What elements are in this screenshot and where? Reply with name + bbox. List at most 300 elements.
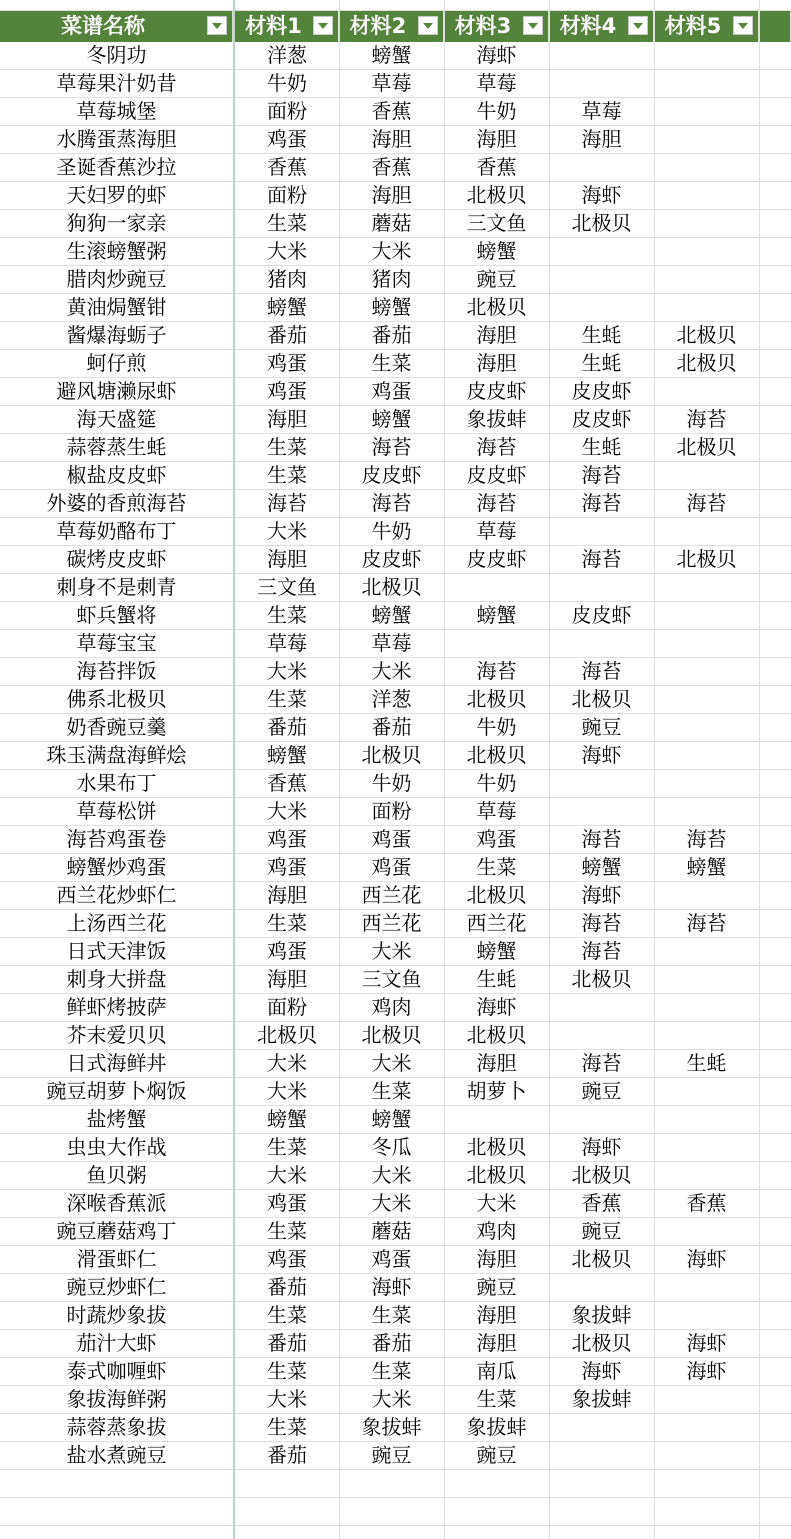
filter-dropdown-icon[interactable] (628, 16, 648, 35)
material-cell[interactable] (654, 798, 759, 825)
material-cell[interactable]: 蘑菇 (371, 211, 412, 235)
material-cell[interactable]: 豌豆 (476, 1275, 517, 1299)
material-cell[interactable]: 海胆 (476, 323, 517, 347)
material-cell[interactable]: 皮皮虾 (361, 547, 422, 571)
filter-dropdown-icon[interactable] (418, 16, 438, 35)
material-cell[interactable]: 大米 (476, 1191, 517, 1215)
material-cell[interactable] (654, 1414, 759, 1441)
material-cell[interactable]: 香蕉 (267, 771, 307, 795)
material-cell[interactable]: 海胆 (476, 127, 517, 151)
recipe-name-cell[interactable]: 草莓果汁奶昔 (56, 71, 177, 95)
material-cell[interactable]: 鸡蛋 (267, 351, 307, 375)
material-cell[interactable]: 大米 (371, 1051, 412, 1075)
material-cell[interactable] (549, 630, 654, 657)
recipe-name-cell[interactable]: 狗狗一家亲 (66, 211, 167, 235)
material-cell[interactable]: 番茄 (267, 1331, 307, 1355)
recipe-name-cell[interactable]: 外婆的香煎海苔 (46, 491, 187, 515)
material-cell[interactable] (654, 182, 759, 209)
material-cell[interactable]: 北极贝 (676, 547, 737, 571)
material-cell[interactable]: 香蕉 (476, 155, 517, 179)
material-cell[interactable]: 海苔 (476, 659, 517, 683)
empty-cell[interactable] (759, 742, 791, 769)
material-cell[interactable]: 北极贝 (361, 743, 422, 767)
material-cell[interactable]: 螃蟹 (267, 295, 307, 319)
material-cell[interactable]: 猪肉 (267, 267, 307, 291)
empty-cell[interactable] (759, 1386, 791, 1413)
material-cell[interactable]: 北极贝 (571, 687, 632, 711)
material-cell[interactable]: 生蚝 (581, 323, 622, 347)
material-cell[interactable]: 洋葱 (267, 43, 307, 67)
material-cell[interactable] (549, 154, 654, 181)
material-cell[interactable]: 生菜 (371, 1303, 412, 1327)
recipe-name-cell[interactable]: 草莓松饼 (76, 799, 157, 823)
material-cell[interactable]: 象拔蚌 (466, 1415, 527, 1439)
material-cell[interactable]: 大米 (267, 1051, 307, 1075)
material-cell[interactable]: 香蕉 (267, 155, 307, 179)
recipe-name-cell[interactable]: 盐烤蟹 (86, 1107, 147, 1131)
recipe-name-cell[interactable]: 珠玉满盘海鲜烩 (46, 743, 187, 767)
material-cell[interactable] (654, 126, 759, 153)
material-cell[interactable] (444, 630, 549, 657)
material-cell[interactable]: 蘑菇 (371, 1219, 412, 1243)
material-cell[interactable]: 海胆 (267, 407, 307, 431)
material-cell[interactable] (654, 574, 759, 601)
empty-cell[interactable] (759, 1358, 791, 1385)
empty-cell[interactable] (759, 434, 791, 461)
material-cell[interactable]: 鸡蛋 (267, 379, 307, 403)
material-cell[interactable]: 北极贝 (571, 967, 632, 991)
material-cell[interactable] (654, 1274, 759, 1301)
material-cell[interactable]: 螃蟹 (267, 1107, 307, 1131)
filter-dropdown-icon[interactable] (207, 16, 227, 35)
material-cell[interactable]: 海苔 (581, 491, 622, 515)
recipe-name-cell[interactable]: 象拔海鲜粥 (66, 1387, 167, 1411)
material-cell[interactable]: 番茄 (267, 1275, 307, 1299)
material-cell[interactable]: 生菜 (267, 1359, 307, 1383)
material-cell[interactable] (549, 70, 654, 97)
material-cell[interactable] (654, 98, 759, 125)
material-cell[interactable]: 海虾 (371, 1275, 412, 1299)
recipe-name-cell[interactable]: 蚵仔煎 (86, 351, 147, 375)
material-cell[interactable] (549, 1274, 654, 1301)
empty-cell[interactable] (759, 658, 791, 685)
material-cell[interactable] (549, 1022, 654, 1049)
material-cell[interactable]: 生菜 (267, 463, 307, 487)
material-cell[interactable]: 面粉 (267, 99, 307, 123)
recipe-name-cell[interactable]: 天妇罗的虾 (66, 183, 167, 207)
recipe-name-cell[interactable]: 刺身大拼盘 (66, 967, 167, 991)
recipe-name-cell[interactable]: 盐水煮豌豆 (66, 1443, 167, 1467)
material-cell[interactable]: 胡萝卜 (466, 1079, 527, 1103)
material-cell[interactable]: 三文鱼 (466, 211, 527, 235)
material-cell[interactable] (654, 1078, 759, 1105)
empty-cell[interactable] (759, 1050, 791, 1077)
empty-cell[interactable] (759, 882, 791, 909)
empty-cell[interactable] (759, 210, 791, 237)
material-cell[interactable] (444, 1106, 549, 1133)
material-cell[interactable]: 草莓 (476, 799, 517, 823)
material-cell[interactable]: 番茄 (371, 715, 412, 739)
material-cell[interactable]: 大米 (371, 1191, 412, 1215)
material-cell[interactable] (654, 1218, 759, 1245)
material-cell[interactable]: 北极贝 (466, 295, 527, 319)
material-cell[interactable]: 生菜 (267, 211, 307, 235)
empty-cell[interactable] (759, 1498, 791, 1525)
material-cell[interactable]: 海苔 (581, 463, 622, 487)
material-cell[interactable]: 北极贝 (676, 323, 737, 347)
material-cell[interactable]: 海胆 (476, 1051, 517, 1075)
empty-cell[interactable] (759, 854, 791, 881)
material-cell[interactable]: 海虾 (686, 1247, 727, 1271)
empty-cell[interactable] (759, 966, 791, 993)
material-cell[interactable]: 鸡肉 (371, 995, 412, 1019)
empty-cell[interactable] (759, 1022, 791, 1049)
empty-cell[interactable] (759, 126, 791, 153)
empty-cell[interactable] (759, 826, 791, 853)
material-cell[interactable]: 大米 (371, 659, 412, 683)
material-cell[interactable]: 大米 (371, 1387, 412, 1411)
material-cell[interactable]: 海胆 (267, 883, 307, 907)
material-cell[interactable] (654, 882, 759, 909)
material-cell[interactable] (549, 1470, 654, 1497)
material-cell[interactable] (654, 266, 759, 293)
recipe-name-cell[interactable]: 海苔鸡蛋卷 (66, 827, 167, 851)
material-cell[interactable]: 牛奶 (476, 715, 517, 739)
material-cell[interactable]: 生菜 (371, 1079, 412, 1103)
empty-cell[interactable] (759, 686, 791, 713)
material-cell[interactable]: 鸡蛋 (371, 827, 412, 851)
material-cell[interactable]: 生菜 (267, 1415, 307, 1439)
header-material-3[interactable] (444, 11, 549, 42)
material-cell[interactable]: 北极贝 (571, 1247, 632, 1271)
material-cell[interactable]: 海虾 (476, 995, 517, 1019)
material-cell[interactable] (654, 994, 759, 1021)
empty-cell[interactable] (759, 462, 791, 489)
material-cell[interactable] (549, 1414, 654, 1441)
material-cell[interactable]: 海虾 (581, 743, 622, 767)
recipe-name-cell[interactable]: 生滚螃蟹粥 (66, 239, 167, 263)
empty-cell[interactable] (759, 1442, 791, 1469)
material-cell[interactable]: 大米 (267, 659, 307, 683)
material-cell[interactable] (654, 1302, 759, 1329)
material-cell[interactable]: 生菜 (371, 351, 412, 375)
material-cell[interactable] (654, 658, 759, 685)
recipe-name-cell[interactable]: 螃蟹炒鸡蛋 (66, 855, 167, 879)
material-cell[interactable]: 大米 (267, 519, 307, 543)
material-cell[interactable]: 西兰花 (361, 883, 422, 907)
empty-cell[interactable] (759, 322, 791, 349)
material-cell[interactable]: 北极贝 (571, 1163, 632, 1187)
recipe-name-cell[interactable]: 酱爆海蛎子 (66, 323, 167, 347)
empty-cell[interactable] (759, 798, 791, 825)
material-cell[interactable]: 海虾 (686, 1331, 727, 1355)
material-cell[interactable]: 草莓 (581, 99, 622, 123)
material-cell[interactable]: 番茄 (371, 323, 412, 347)
material-cell[interactable] (654, 462, 759, 489)
material-cell[interactable] (654, 518, 759, 545)
empty-cell[interactable] (759, 406, 791, 433)
material-cell[interactable]: 番茄 (267, 1443, 307, 1467)
material-cell[interactable]: 皮皮虾 (466, 379, 527, 403)
material-cell[interactable]: 海胆 (267, 967, 307, 991)
material-cell[interactable] (654, 630, 759, 657)
empty-cell[interactable] (759, 1414, 791, 1441)
material-cell[interactable]: 海苔 (371, 491, 412, 515)
material-cell[interactable]: 皮皮虾 (466, 547, 527, 571)
material-cell[interactable]: 海苔 (581, 1051, 622, 1075)
material-cell[interactable]: 海胆 (267, 547, 307, 571)
recipe-name-cell[interactable]: 水腾蛋蒸海胆 (56, 127, 177, 151)
empty-cell[interactable] (759, 350, 791, 377)
material-cell[interactable]: 北极贝 (361, 1023, 422, 1047)
recipe-name-cell[interactable]: 泰式咖喱虾 (66, 1359, 167, 1383)
recipe-name-cell[interactable]: 海天盛筵 (76, 407, 157, 431)
material-cell[interactable]: 北极贝 (466, 1163, 527, 1187)
material-cell[interactable]: 海虾 (686, 1359, 727, 1383)
empty-cell[interactable] (759, 266, 791, 293)
material-cell[interactable] (235, 1498, 339, 1525)
empty-cell[interactable] (759, 1190, 791, 1217)
material-cell[interactable] (549, 1498, 654, 1525)
material-cell[interactable] (654, 154, 759, 181)
material-cell[interactable]: 象拔蚌 (571, 1303, 632, 1327)
material-cell[interactable] (654, 1134, 759, 1161)
material-cell[interactable]: 北极贝 (361, 575, 422, 599)
material-cell[interactable]: 猪肉 (371, 267, 412, 291)
material-cell[interactable]: 海虾 (581, 1135, 622, 1159)
material-cell[interactable]: 豌豆 (581, 1079, 622, 1103)
empty-cell[interactable] (759, 574, 791, 601)
material-cell[interactable]: 豌豆 (476, 267, 517, 291)
material-cell[interactable] (444, 1498, 549, 1525)
material-cell[interactable]: 草莓 (371, 71, 412, 95)
material-cell[interactable]: 生菜 (267, 1135, 307, 1159)
material-cell[interactable]: 生菜 (267, 1219, 307, 1243)
material-cell[interactable]: 草莓 (476, 519, 517, 543)
material-cell[interactable] (654, 1442, 759, 1469)
filter-dropdown-icon[interactable] (313, 16, 333, 35)
material-cell[interactable]: 海苔 (581, 827, 622, 851)
material-cell[interactable]: 洋葱 (371, 687, 412, 711)
material-cell[interactable]: 海苔 (476, 491, 517, 515)
material-cell[interactable]: 生菜 (267, 603, 307, 627)
material-cell[interactable]: 鸡蛋 (267, 1247, 307, 1271)
material-cell[interactable]: 海胆 (581, 127, 622, 151)
material-cell[interactable]: 螃蟹 (371, 603, 412, 627)
empty-cell[interactable] (759, 910, 791, 937)
material-cell[interactable]: 北极贝 (466, 743, 527, 767)
material-cell[interactable]: 螃蟹 (371, 43, 412, 67)
empty-cell[interactable] (759, 70, 791, 97)
material-cell[interactable]: 皮皮虾 (466, 463, 527, 487)
material-cell[interactable]: 北极贝 (257, 1023, 317, 1047)
material-cell[interactable]: 海苔 (267, 491, 307, 515)
material-cell[interactable]: 牛奶 (267, 71, 307, 95)
recipe-name-cell[interactable]: 草莓奶酪布丁 (56, 519, 177, 543)
recipe-name-cell[interactable]: 避风塘濑尿虾 (56, 379, 177, 403)
material-cell[interactable]: 海苔 (686, 407, 727, 431)
recipe-name-cell[interactable]: 水果布丁 (76, 771, 157, 795)
material-cell[interactable]: 三文鱼 (257, 575, 317, 599)
material-cell[interactable]: 鸡蛋 (371, 855, 412, 879)
material-cell[interactable] (549, 238, 654, 265)
material-cell[interactable]: 北极贝 (466, 687, 527, 711)
empty-cell[interactable] (759, 154, 791, 181)
material-cell[interactable] (549, 798, 654, 825)
recipe-name-cell[interactable]: 蒜蓉蒸象拔 (66, 1415, 167, 1439)
material-cell[interactable]: 生蚝 (686, 1051, 727, 1075)
material-cell[interactable]: 豌豆 (581, 1219, 622, 1243)
material-cell[interactable]: 香蕉 (581, 1191, 622, 1215)
material-cell[interactable]: 鸡蛋 (267, 1191, 307, 1215)
material-cell[interactable]: 草莓 (371, 631, 412, 655)
material-cell[interactable]: 牛奶 (476, 99, 517, 123)
material-cell[interactable] (654, 238, 759, 265)
material-cell[interactable] (654, 1106, 759, 1133)
material-cell[interactable]: 鸡蛋 (267, 855, 307, 879)
recipe-name-cell[interactable]: 黄油焗蟹钳 (66, 295, 167, 319)
material-cell[interactable] (339, 1498, 444, 1525)
material-cell[interactable]: 大米 (267, 239, 307, 263)
material-cell[interactable] (654, 938, 759, 965)
empty-cell[interactable] (759, 378, 791, 405)
empty-cell[interactable] (759, 1470, 791, 1497)
material-cell[interactable]: 生菜 (476, 855, 517, 879)
recipe-name-cell[interactable]: 海苔拌饭 (76, 659, 157, 683)
material-cell[interactable] (654, 378, 759, 405)
material-cell[interactable]: 海胆 (371, 183, 412, 207)
empty-cell[interactable] (759, 602, 791, 629)
material-cell[interactable]: 大米 (371, 1163, 412, 1187)
material-cell[interactable] (654, 602, 759, 629)
recipe-name-cell[interactable]: 滑蛋虾仁 (76, 1247, 157, 1271)
empty-cell[interactable] (759, 1246, 791, 1273)
material-cell[interactable] (654, 1022, 759, 1049)
material-cell[interactable]: 皮皮虾 (571, 379, 632, 403)
material-cell[interactable]: 螃蟹 (686, 855, 727, 879)
material-cell[interactable]: 象拔蚌 (361, 1415, 422, 1439)
material-cell[interactable] (654, 42, 759, 69)
material-cell[interactable] (654, 714, 759, 741)
recipe-name-cell[interactable]: 鲜虾烤披萨 (66, 995, 167, 1019)
recipe-name-cell[interactable]: 西兰花炒虾仁 (56, 883, 177, 907)
material-cell[interactable]: 牛奶 (476, 771, 517, 795)
material-cell[interactable] (654, 70, 759, 97)
material-cell[interactable]: 海虾 (581, 883, 622, 907)
empty-cell[interactable] (759, 1330, 791, 1357)
material-cell[interactable]: 北极贝 (466, 1135, 527, 1159)
material-cell[interactable]: 海苔 (686, 827, 727, 851)
material-cell[interactable] (235, 1470, 339, 1497)
material-cell[interactable] (549, 770, 654, 797)
material-cell[interactable] (549, 574, 654, 601)
recipe-name-cell[interactable]: 芥末爱贝贝 (66, 1023, 167, 1047)
empty-cell[interactable] (759, 546, 791, 573)
material-cell[interactable] (654, 1470, 759, 1497)
recipe-name-cell[interactable]: 佛系北极贝 (66, 687, 167, 711)
material-cell[interactable]: 海苔 (686, 491, 727, 515)
recipe-name-cell[interactable]: 深喉香蕉派 (66, 1191, 167, 1215)
recipe-name-cell[interactable]: 奶香豌豆羹 (66, 715, 167, 739)
material-cell[interactable]: 海胆 (371, 127, 412, 151)
recipe-name-cell[interactable]: 豌豆蘑菇鸡丁 (56, 1219, 177, 1243)
material-cell[interactable]: 海虾 (581, 183, 622, 207)
material-cell[interactable] (549, 42, 654, 69)
filter-dropdown-icon[interactable] (733, 16, 753, 35)
material-cell[interactable]: 生蚝 (581, 435, 622, 459)
material-cell[interactable]: 大米 (267, 799, 307, 823)
empty-cell[interactable] (759, 1162, 791, 1189)
material-cell[interactable]: 鸡肉 (476, 1219, 517, 1243)
material-cell[interactable] (654, 210, 759, 237)
material-cell[interactable]: 北极贝 (571, 211, 632, 235)
material-cell[interactable]: 豌豆 (371, 1443, 412, 1467)
material-cell[interactable]: 面粉 (267, 183, 307, 207)
material-cell[interactable]: 生菜 (267, 435, 307, 459)
material-cell[interactable]: 香蕉 (371, 155, 412, 179)
recipe-name-cell[interactable]: 茄汁大虾 (76, 1331, 157, 1355)
recipe-name-cell[interactable]: 蒜蓉蒸生蚝 (66, 435, 167, 459)
material-cell[interactable]: 生蚝 (476, 967, 517, 991)
material-cell[interactable]: 大米 (267, 1163, 307, 1187)
material-cell[interactable]: 生菜 (267, 1303, 307, 1327)
material-cell[interactable] (654, 770, 759, 797)
material-cell[interactable]: 海苔 (581, 939, 622, 963)
material-cell[interactable]: 螃蟹 (476, 603, 517, 627)
recipe-name-cell[interactable] (0, 1470, 233, 1497)
material-cell[interactable]: 大米 (267, 1079, 307, 1103)
material-cell[interactable]: 皮皮虾 (361, 463, 422, 487)
material-cell[interactable]: 海胆 (476, 351, 517, 375)
material-cell[interactable] (339, 1470, 444, 1497)
material-cell[interactable]: 大米 (371, 939, 412, 963)
header-recipe-name[interactable] (0, 11, 233, 42)
material-cell[interactable] (549, 518, 654, 545)
header-material-4[interactable] (549, 11, 654, 42)
empty-cell[interactable] (759, 518, 791, 545)
recipe-name-cell[interactable]: 圣诞香蕉沙拉 (56, 155, 177, 179)
empty-cell[interactable] (759, 1274, 791, 1301)
material-cell[interactable]: 皮皮虾 (571, 603, 632, 627)
material-cell[interactable]: 豌豆 (476, 1443, 517, 1467)
material-cell[interactable] (654, 742, 759, 769)
material-cell[interactable]: 草莓 (476, 71, 517, 95)
material-cell[interactable]: 鸡蛋 (267, 127, 307, 151)
recipe-name-cell[interactable]: 日式海鲜丼 (66, 1051, 167, 1075)
recipe-name-cell[interactable]: 虫虫大作战 (66, 1135, 167, 1159)
recipe-name-cell[interactable]: 冬阴功 (86, 43, 147, 67)
material-cell[interactable]: 生菜 (267, 687, 307, 711)
material-cell[interactable]: 北极贝 (466, 883, 527, 907)
empty-cell[interactable] (759, 98, 791, 125)
empty-cell[interactable] (759, 294, 791, 321)
material-cell[interactable]: 北极贝 (676, 435, 737, 459)
empty-cell[interactable] (759, 1218, 791, 1245)
material-cell[interactable]: 冬瓜 (371, 1135, 412, 1159)
material-cell[interactable]: 鸡蛋 (267, 939, 307, 963)
material-cell[interactable]: 大米 (267, 1387, 307, 1411)
material-cell[interactable]: 海胆 (476, 1331, 517, 1355)
material-cell[interactable]: 海苔 (686, 911, 727, 935)
recipe-name-cell[interactable]: 腊肉炒豌豆 (66, 267, 167, 291)
recipe-name-cell[interactable]: 草莓宝宝 (76, 631, 157, 655)
empty-cell[interactable] (759, 490, 791, 517)
material-cell[interactable]: 牛奶 (371, 771, 412, 795)
filter-dropdown-icon[interactable] (523, 16, 543, 35)
material-cell[interactable]: 螃蟹 (476, 939, 517, 963)
recipe-name-cell[interactable]: 碳烤皮皮虾 (66, 547, 167, 571)
material-cell[interactable]: 北极贝 (466, 1023, 527, 1047)
